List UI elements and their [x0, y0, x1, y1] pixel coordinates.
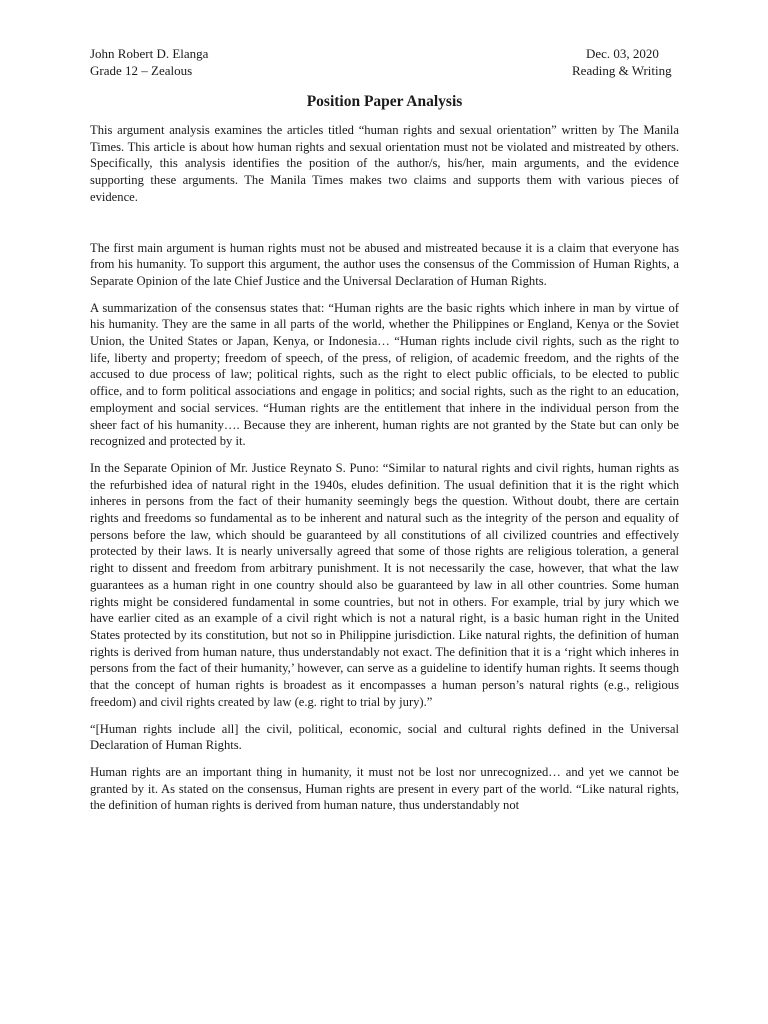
document-date: Dec. 03, 2020 [586, 46, 659, 61]
document-page [90, 46, 679, 814]
author-name: John Robert D. Elanga [90, 46, 209, 61]
separate-opinion-paragraph: In the Separate Opinion of Mr. Justice Reynato S. Puno: “Similar to natural rights and civil rights, human rights as the refurbished idea of natural right in the 1940s, eludes definition. The usual definition that it is the right which inheres in persons from the fact of their humanity seemingly begs the question. Without doubt, there are certain rights and freedoms so fundamental as to be inherent and natural such as the integrity of the person and equality of persons before the law, which should be guaranteed by all constitutions of all civilized countries and effectively protected by their laws. It is nearly universally agreed that some of those rights are religious toleration, a general right to dissent and freedom from arbitrary punishment. It is not necessarily the case, however, that what the law guarantees as a human right in one country should also be guaranteed by law in all other countries. Some human rights might be considered fundamental in some countries, but not in others. For example, trial by jury which we have earlier cited as an example of a civil right which is not a natural right, is a basic human right in the United States protected by its constitution, but not so in Philippine jurisdiction. Like natural rights, the definition of human rights is derived from human nature, thus understandably not exact. The definition that it is a ‘right which inheres in persons from the fact of their humanity,’ however, can serve as a guideline to identify human rights. It seems though that the concept of human rights is broadest as it encompasses a human person’s natural rights (e.g., religious freedom) and civil rights created by law (e.g. right to trial by jury).” [90, 460, 679, 709]
document-header [90, 46, 679, 79]
subject-name: Reading & Writing [572, 62, 672, 78]
consensus-paragraph: A summarization of the consensus states that: “Human rights are the basic rights which inhere in man by virtue of his humanity. They are the same in all parts of the world, whether the Philippines or England, Kenya or the Soviet Union, the United States or Japan, Kenya, or Indonesia… “Human rights include civil rights, such as the right to life, liberty and property; freedom of speech, of the press, of religion, of academic freedom, and the rights of the accused to due process of law; political rights, such as the right to elect public officials, to be elected to public office, and to form political associations and engage in politics; and social rights, such as the right to an education, employment and social services. “Human rights are the entitlement that inhere in the individual person from the sheer fact of his humanity…. Because they are inherent, human rights are not granted by the State but can only be recognized and protected by it. [90, 300, 679, 449]
page-title: Position Paper Analysis [306, 93, 463, 110]
declaration-paragraph: “[Human rights include all] the civil, political, economic, social and cultural rights defined in the Universal Declaration of Human Rights. [90, 721, 679, 753]
paragraph-spacer [90, 754, 679, 764]
paragraph-spacer [90, 206, 679, 240]
conclusion-paragraph: Human rights are an important thing in humanity, it must not be lost nor unrecognized… and yet we cannot be granted by it. As stated on the consensus, Human rights are present in every part of the world. “Like natural rights, the definition of human rights is derived from human nature, thus understandably not [90, 764, 679, 813]
header-left [90, 46, 208, 79]
intro-paragraph: This argument analysis examines the articles titled “human rights and sexual orientation” written by The Manila Times. This article is about how human rights and sexual orientation must not be violated and mistreated by others. Specifically, this analysis identifies the position of the author/s, his/her, main arguments, and the evidence supporting these arguments. The Manila Times makes two claims and supports them with various pieces of evidence. [90, 123, 679, 204]
paragraph-spacer [90, 290, 679, 300]
paragraph-spacer [90, 711, 679, 721]
header-right [572, 46, 679, 79]
first-argument-paragraph: The first main argument is human rights must not be abused and mistreated because it is a claim that everyone has from his humanity. To support this argument, the author uses the consensus of the Commission of Human Rights, a Separate Opinion of the late Chief Justice and the Universal Declaration of Human Rights. [90, 240, 679, 288]
paragraph-spacer [90, 450, 679, 460]
grade-section: Grade 12 – Zealous [90, 62, 193, 78]
